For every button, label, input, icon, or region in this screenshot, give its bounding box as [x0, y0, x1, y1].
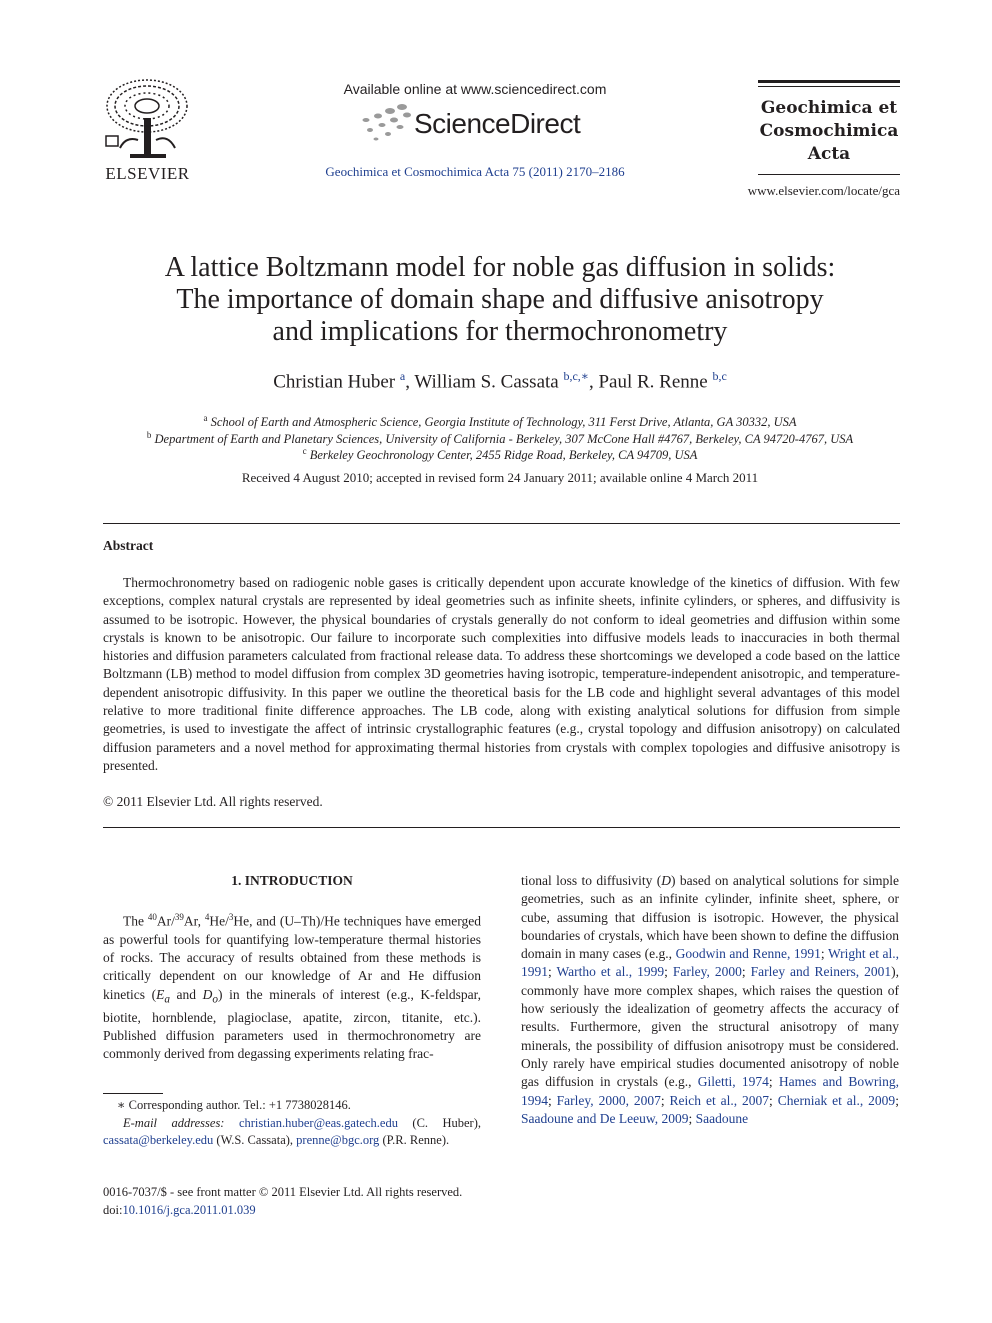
- author-separator: ,: [405, 371, 415, 393]
- corresponding-author-footnote: [103, 1097, 481, 1150]
- journal-box-rule-top: [758, 80, 900, 83]
- citation-link[interactable]: Farley and Reiners, 2001: [750, 964, 892, 980]
- symbol-subscript: o: [212, 993, 218, 1006]
- isotope-mass: 4: [204, 912, 210, 922]
- affiliation-marker: b: [146, 430, 152, 440]
- author-name[interactable]: Christian Huber: [273, 371, 396, 393]
- journal-title: [750, 97, 908, 166]
- isotope-mass: 40: [147, 912, 157, 922]
- email-label: E-mail addresses:: [123, 1115, 225, 1130]
- text-run: ) based on analytical solutions for simple geometries, such as an infinite cylinder, infinite sheet, sphere, or cube, assuming that diffusion is isotropic. However, the physical boundaries of crystals, which have been shown to define the diffusion domain in many cases (e.g.,: [521, 873, 899, 962]
- text-run: ;: [769, 1092, 778, 1108]
- affiliation-marker: c: [302, 446, 307, 456]
- doi-label: doi:: [103, 1203, 123, 1217]
- email-link[interactable]: christian.huber@eas.gatech.edu: [238, 1115, 398, 1130]
- isotope-mass: 39: [174, 912, 184, 922]
- divider: [103, 523, 900, 524]
- email-owner: (W.S. Cassata),: [213, 1133, 294, 1147]
- isotope-mass: 3: [228, 912, 234, 922]
- citation-link[interactable]: Wright et al., 1991: [521, 946, 899, 980]
- email-owner: (C. Huber),: [397, 1115, 482, 1130]
- front-matter: [103, 1183, 462, 1219]
- journal-box-rule-top-thin: [758, 86, 900, 87]
- email-owner: (P.R. Renne).: [379, 1133, 450, 1147]
- text-run: ;: [820, 946, 828, 962]
- elsevier-wordmark: ELSEVIER: [105, 164, 190, 183]
- citation-link[interactable]: Giletti, 1974: [697, 1074, 769, 1090]
- text-run: tional loss to diffusivity (: [521, 873, 662, 888]
- citation-link[interactable]: Goodwin and Renne, 1991: [675, 946, 821, 962]
- affiliation-text: School of Earth and Atmospheric Science, Georgia Institute of Technology, 311 Ferst Drive, Atlanta, GA 30332, USA: [210, 415, 797, 430]
- citation-link[interactable]: Saadoune and De Leeuw, 2009: [521, 1110, 689, 1126]
- section-heading: 1. INTRODUCTION: [231, 873, 353, 888]
- affiliation-text: Department of Earth and Planetary Sciences, University of California - Berkeley, 307 McCone Hall #4767, Berkeley, CA 94720-4767, USA: [154, 432, 854, 447]
- text-run: The: [123, 913, 148, 929]
- citation-link[interactable]: Cherniak et al., 2009: [777, 1092, 896, 1108]
- intro-left-column: [103, 908, 481, 1064]
- email-link[interactable]: cassata@berkeley.edu: [103, 1133, 214, 1147]
- text-run: ;: [768, 1074, 779, 1090]
- text-run: Ar/: [156, 913, 175, 929]
- symbol: E: [156, 986, 165, 1002]
- citation-link[interactable]: Farley, 2000: [672, 964, 742, 980]
- text-run: ;: [548, 1092, 557, 1108]
- author-separator: ,: [588, 371, 599, 393]
- journal-url[interactable]: www.elsevier.com/locate/gca: [747, 183, 900, 198]
- text-run: Ar,: [183, 913, 205, 929]
- intro-right-column: [521, 872, 899, 1128]
- journal-title-line: Acta: [807, 144, 851, 164]
- citation-link[interactable]: Wartho et al., 1999: [556, 964, 665, 980]
- symbol: D: [202, 986, 213, 1002]
- journal-title-line: Cosmochimica: [759, 121, 899, 141]
- affiliation-text: Berkeley Geochronology Center, 2455 Ridge Road, Berkeley, CA 94709, USA: [309, 448, 698, 463]
- text-run: ;: [688, 1110, 696, 1126]
- journal-citation-link[interactable]: Geochimica et Cosmochimica Acta 75 (2011) 2170–2186: [325, 164, 625, 179]
- citation-link[interactable]: Farley, 2000, 2007: [556, 1092, 661, 1108]
- issn-line: 0016-7037/$ - see front matter © 2011 Elsevier Ltd. All rights reserved.: [103, 1185, 463, 1199]
- abstract-body: Thermochronometry based on radiogenic noble gases is critically dependent upon accurate knowledge of the kinetics of diffusion. With few exceptions, complex natural crystals are represented by ideal geometries such as infinite sheets, infinite cylinders, or spheres, and diffusivity is assumed to be isotropic. However, the physical boundaries of crystals generally do not conform to ideal geometries and diffusion within some crystals is known to be anisotropic. Our failure to incorporate such complexities into diffusive models leads to inaccuracies in both thermal histories and diffusion parameters calculated from fractional release data. To address these shortcomings we developed a code based on the lattice Boltzmann (LB) method to model diffusion from complex 3D geometries having isotropic, temperature-independent anisotropic, and temperature-dependent anisotropic diffusivity. In this paper we outline the theoretical basis for the LB code and highlight several advantages of this model relative to more traditional finite difference approaches. The LB code, along with existing analytical solutions for diffusion from simple geometries, is used to investigate the affect of intrinsic crystallographic features (e.g., crystal topology and diffusion anisotropy) on calculated diffusion parameters and a novel method for approximating thermal histories from crystals with complex topologies and diffusive anisotropy is presented.: [103, 575, 900, 773]
- abstract-copyright: © 2011 Elsevier Ltd. All rights reserved.: [103, 794, 323, 809]
- article-history: Received 4 August 2010; accepted in revised form 24 January 2011; available online 4 March 2011: [241, 470, 759, 485]
- author-name[interactable]: William S. Cassata: [414, 371, 559, 393]
- author-name[interactable]: Paul R. Renne: [598, 371, 708, 393]
- doi-link[interactable]: 10.1016/j.gca.2011.01.039: [122, 1203, 256, 1217]
- text-run: and: [169, 986, 203, 1002]
- text-run: He/: [209, 913, 229, 929]
- journal-title-line: Geochimica et: [760, 98, 898, 118]
- symbol-subscript: a: [164, 993, 170, 1006]
- text-run: ;: [660, 1092, 670, 1108]
- divider: [103, 827, 900, 828]
- citation-link[interactable]: Reich et al., 2007: [669, 1092, 770, 1108]
- text-run: ;: [664, 964, 673, 980]
- article-title: [100, 252, 900, 348]
- abstract-heading: Abstract: [103, 538, 154, 553]
- text-run: ;: [548, 964, 557, 980]
- author-affiliation-sup[interactable]: a: [399, 369, 406, 383]
- text-run: He, and (U–Th)/He techniques have emerged as powerful tools for quantifying low-temperature thermal histories of rocks. The accuracy of results obtained from these methods is critically dependent on our knowledge of Ar and He diffusion kinetics (: [103, 913, 481, 1002]
- footnote-rule: [103, 1093, 163, 1094]
- affiliation-marker: a: [203, 413, 208, 423]
- footnote-star: ∗: [117, 1098, 126, 1112]
- author-affiliation-sup[interactable]: b,c,∗: [563, 369, 589, 383]
- text-run: ), commonly have more complex shapes, which raises the question of how seriously the idealization of geometry affects the accuracy of results. Furthermore, given the structural anisotropy of many minerals, the possibility of diffusion anisotropy must be considered. Only rarely have empirical studies documented anisotropy of noble gas diffusion in crystals (e.g.,: [521, 964, 899, 1090]
- citation-link[interactable]: Saadoune: [695, 1110, 749, 1126]
- author-affiliation-sup[interactable]: b,c: [712, 369, 727, 383]
- sciencedirect-logo-text: ScienceDirect: [414, 108, 581, 139]
- email-link[interactable]: prenne@bgc.org: [296, 1133, 380, 1147]
- text-run: ;: [741, 964, 751, 980]
- citation-link[interactable]: Hames and Bowring, 1994: [521, 1074, 899, 1108]
- affiliation-c: [60, 443, 940, 463]
- text-run: ) in the minerals of interest (e.g., K-feldspar, biotite, hornblende, plagioclase, apatite, zircon, titanite, etc.). Published diffusion parameters used in thermochronometry are commonly derived from degassing experiments relating frac-: [103, 986, 481, 1062]
- available-online-text: Available online at www.sciencedirect.com: [343, 81, 607, 97]
- author-list: [100, 369, 900, 393]
- title-line: and implications for thermochronometry: [272, 316, 728, 347]
- journal-box-rule-bottom: [758, 174, 900, 175]
- footnote-text: Corresponding author. Tel.: +1 7738028146.: [125, 1098, 351, 1112]
- title-line: A lattice Boltzmann model for noble gas diffusion in solids:: [164, 252, 836, 283]
- text-run: ;: [895, 1092, 899, 1108]
- title-line: The importance of domain shape and diffusive anisotropy: [176, 284, 824, 315]
- symbol: D: [661, 873, 672, 888]
